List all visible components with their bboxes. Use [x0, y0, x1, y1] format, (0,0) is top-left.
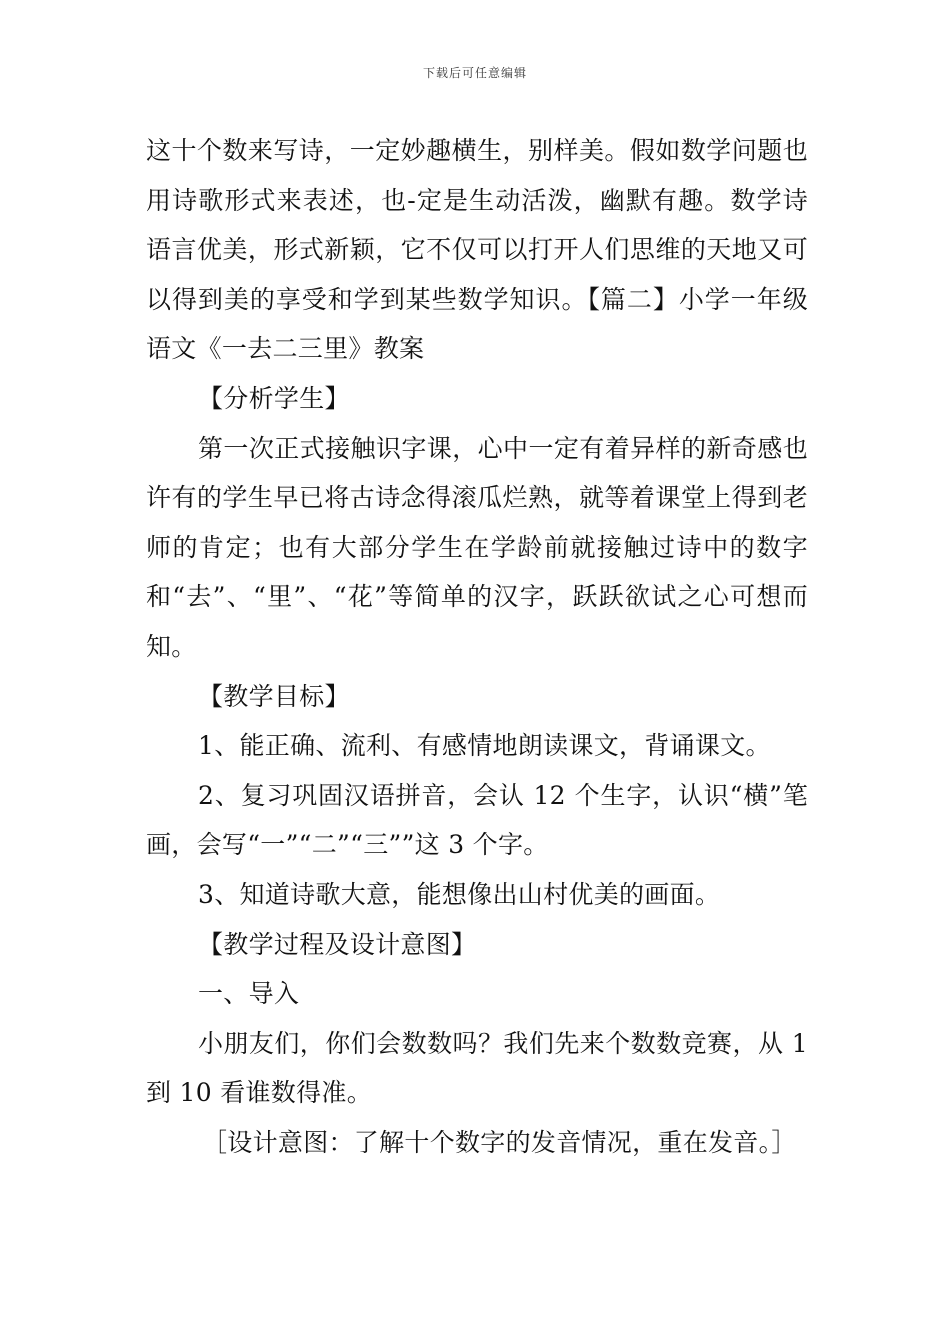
section-heading-teaching-goals: 【教学目标】 [198, 681, 350, 711]
goal-item-2: 2、复习巩固汉语拼音，会认 12 个生字，认识“横”笔画，会写“一”“二”“三””这 3 个字。 [146, 780, 808, 860]
section-heading-analyze-students: 【分析学生】 [198, 383, 350, 413]
paragraph-analyze-students: 第一次正式接触识字课，心中一定有着异样的新奇感也许有的学生早已将古诗念得滚瓜烂熟，就等着课堂上得到老师的肯定；也有大部分学生在学龄前就接触过诗中的数字和“去”、“里”、“花”等简单的汉字，跃跃欲试之心可想而知。 [146, 433, 808, 661]
section-heading-teaching-process: 【教学过程及设计意图】 [198, 929, 477, 959]
page-header-note: 下载后可任意编辑 [422, 66, 527, 80]
paragraph-counting-activity: 小朋友们，你们会数数吗？我们先来个数数竞赛，从 1 到 10 看谁数得准。 [146, 1028, 808, 1108]
document-body [146, 126, 808, 1167]
goal-item-1: 1、能正确、流利、有感情地朗读课文，背诵课文。 [198, 731, 771, 761]
paragraph-intro: 这十个数来写诗，一定妙趣横生，别样美。假如数学问题也用诗歌形式来表述，也-定是生动活泼，幽默有趣。数学诗语言优美，形式新颖，它不仅可以打开人们思维的天地又可以得到美的享受和学到某些数学知识。【篇二】小学一年级语文《一去二三里》教案 [146, 136, 808, 364]
goal-item-3: 3、知道诗歌大意，能想像出山村优美的画面。 [198, 879, 721, 909]
subsection-heading-intro: 一、导入 [198, 979, 300, 1009]
paragraph-design-intent: ［设计意图：了解十个数字的发音情况，重在发音。］ [202, 1127, 797, 1157]
